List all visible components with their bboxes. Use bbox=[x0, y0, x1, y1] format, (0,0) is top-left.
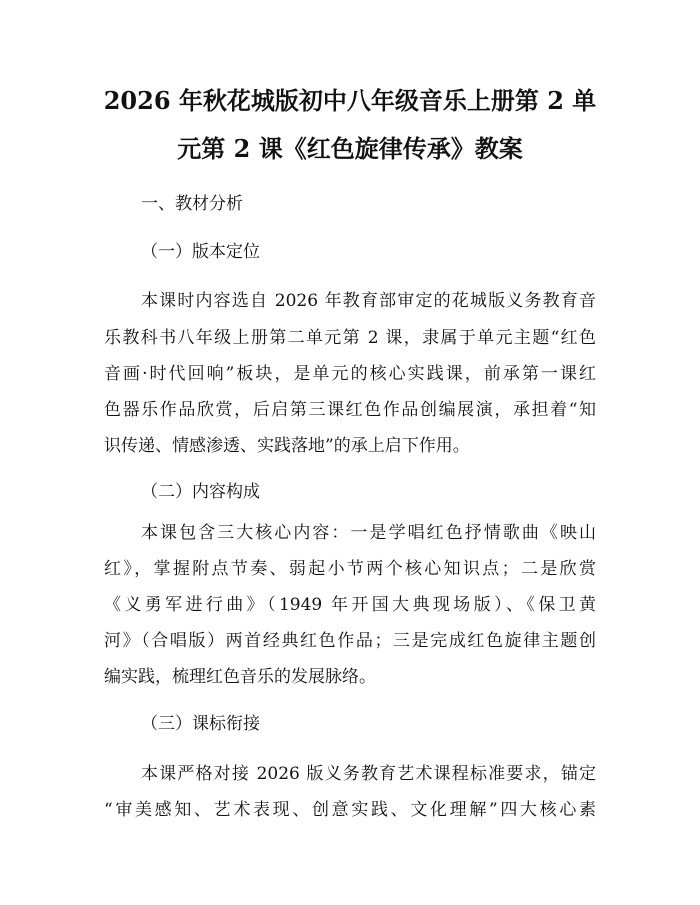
paragraph-line: 音画·时代回响”板块，是单元的核心实践课，前承第一课红 bbox=[104, 364, 596, 384]
section-heading-textbook-analysis: 一、教材分析 bbox=[141, 194, 243, 214]
paragraph-line: 色器乐作品欣赏，后启第三课红色作品创编展演，承担着“知 bbox=[104, 400, 596, 420]
paragraph-line: 本课时内容选自 2026 年教育部审定的花城版义务教育音 bbox=[141, 291, 596, 311]
paragraph-line: 编实践，梳理红色音乐的发展脉络。 bbox=[104, 667, 376, 687]
document-title-line-2: 元第 2 课《红色旋律传承》教案 bbox=[177, 134, 523, 163]
subsection-heading-content: （二）内容构成 bbox=[141, 482, 260, 502]
subsection-heading-standards: （三）课标衔接 bbox=[141, 714, 260, 734]
paragraph-line: 本课严格对接 2026 版义务教育艺术课程标准要求，锚定 bbox=[141, 764, 596, 784]
subsection-heading-version: （一）版本定位 bbox=[141, 242, 260, 262]
paragraph-line: 《义勇军进行曲》（1949 年开国大典现场版）、《保卫黄 bbox=[104, 595, 596, 615]
paragraph-line: “审美感知、艺术表现、创意实践、文化理解”四大核心素 bbox=[104, 800, 596, 820]
paragraph-line: 红》，掌握附点节奏、弱起小节两个核心知识点；二是欣赏 bbox=[104, 559, 596, 579]
document-title-line-1: 2026 年秋花城版初中八年级音乐上册第 2 单 bbox=[103, 86, 597, 115]
paragraph-line: 乐教科书八年级上册第二单元第 2 课，隶属于单元主题“红色 bbox=[104, 328, 596, 348]
paragraph-line: 本课包含三大核心内容：一是学唱红色抒情歌曲《映山 bbox=[141, 523, 596, 543]
paragraph-line: 河》（合唱版）两首经典红色作品；三是完成红色旋律主题创 bbox=[104, 631, 596, 651]
paragraph-line: 识传递、情感渗透、实践落地”的承上启下作用。 bbox=[104, 436, 470, 456]
